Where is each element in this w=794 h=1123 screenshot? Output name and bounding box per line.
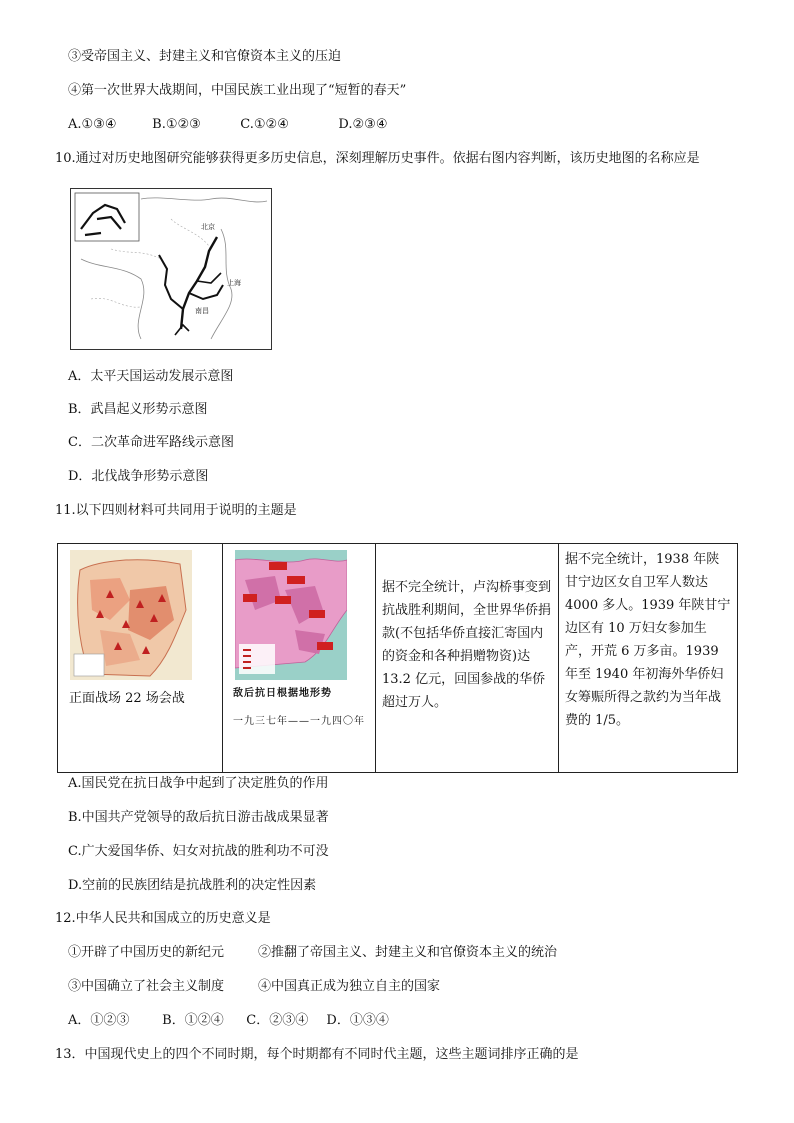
q10-option-c: C．二次革命进军路线示意图 (68, 435, 234, 450)
frontline-battles-map (70, 550, 192, 680)
material-3-cell (376, 544, 559, 773)
q9-option-d: D.②③④ (338, 117, 388, 132)
material-2-subcaption: 一九三七年——一九四〇年 (233, 716, 365, 727)
q10-option-b: B．武昌起义形势示意图 (68, 402, 208, 417)
q9-item-4: ④第一次世界大战期间，中国民族工业出现了“短暂的春天” (68, 83, 407, 98)
material-2-cell (223, 544, 376, 773)
q12-option-c: C．②③④ (246, 1013, 309, 1028)
q9-options (68, 116, 387, 134)
q11-option-d: D.空前的民族团结是抗战胜利的决定性因素 (68, 878, 317, 893)
q12-option-d: D．①③④ (326, 1013, 389, 1028)
q11-materials-table (57, 543, 738, 773)
map-label-shanghai: 上海 (227, 279, 241, 287)
q12-stem: 12.中华人民共和国成立的历史意义是 (55, 911, 271, 926)
q12-options (68, 1012, 389, 1030)
q12-item-3: ③中国确立了社会主义制度 (68, 979, 225, 994)
map-label-beijing: 北京 (201, 223, 215, 231)
base-areas-map (235, 550, 347, 680)
q12-item-4: ④中国真正成为独立自主的国家 (258, 979, 441, 994)
route-west (159, 255, 183, 309)
material-1-cell (58, 544, 223, 773)
q10-stem: 10.通过对历史地图研究能够获得更多历史信息，深刻理解历史事件。依据右图内容判断，该历史地图的名称应是 (55, 151, 700, 166)
q9-option-c: C.①②④ (240, 117, 289, 132)
q10-option-a: A．太平天国运动发展示意图 (68, 369, 234, 384)
q10-option-d: D．北伐战争形势示意图 (68, 469, 209, 484)
q12-option-b: B．①②④ (162, 1013, 224, 1028)
material-1-caption: 正面战场 22 场会战 (69, 691, 185, 706)
q12-items-row-2 (68, 978, 440, 996)
historical-map-graphic (71, 189, 271, 349)
q12-option-a: A．①②③ (68, 1013, 130, 1028)
map-label-nanchang: 南昌 (195, 307, 209, 315)
q11-option-a: A.国民党在抗日战争中起到了决定胜负的作用 (68, 776, 329, 791)
q12-items-row-1 (68, 944, 557, 962)
q9-option-a: A.①③④ (68, 117, 117, 132)
q11-option-b: B.中国共产党领导的敌后抗日游击战成果显著 (68, 810, 329, 825)
material-3-text: 据不完全统计，卢沟桥事变到抗战胜利期间，全世界华侨捐款(不包括华侨直接汇寄国内的资金和各种捐赠物资)达 13.2 亿元，回国参战的华侨超过万人。 (382, 580, 552, 710)
route-south (175, 325, 189, 335)
q9-item-3: ③受帝国主义、封建主义和官僚资本主义的压迫 (68, 49, 342, 64)
northern-expedition-map (70, 188, 272, 350)
q9-option-b: B.①②③ (152, 117, 201, 132)
q11-stem: 11.以下四则材料可共同用于说明的主题是 (55, 503, 297, 518)
material-4-cell (559, 544, 738, 773)
q13-stem: 13．中国现代史上的四个不同时期，每个时期都有不同时代主题，这些主题词排序正确的是 (55, 1047, 579, 1062)
material-4-text: 据不完全统计，1938 年陕甘宁边区女自卫军人数达 4000 多人。1939 年陕甘宁边区有 10 万妇女参加生产，开荒 6 万多亩。1939 年至 1940 年初海外华侨妇女筹赈所得之款约为当年战费的 1/5。 (565, 552, 731, 728)
q12-item-2: ②推翻了帝国主义、封建主义和官僚资本主义的统治 (258, 945, 558, 960)
q12-item-1: ①开辟了中国历史的新纪元 (68, 945, 225, 960)
material-2-caption: 敌后抗日根据地形势 (233, 688, 332, 699)
q11-option-c: C.广大爱国华侨、妇女对抗战的胜利功不可没 (68, 844, 329, 859)
